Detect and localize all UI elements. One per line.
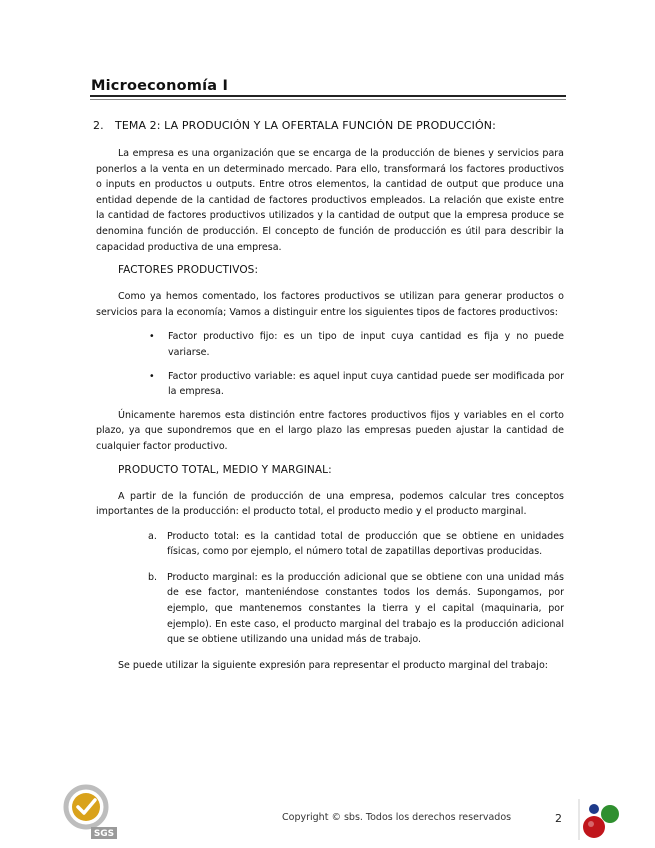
- subheading-producto: PRODUCTO TOTAL, MEDIO Y MARGINAL:: [118, 463, 332, 476]
- section-title: TEMA 2: LA PRODUCIÓN Y LA OFERTALA FUNCIÓN DE PRODUCCIÓN:: [115, 119, 496, 132]
- list-marker: b.: [148, 571, 158, 583]
- paragraph-factores-intro: Como ya hemos comentado, los factores productivos se utilizan para generar productos o servicios para la economía; Vamos a distinguir entre los siguientes tipos de factores productivos:: [96, 291, 564, 318]
- header-divider: [90, 95, 566, 97]
- list-item-text: Factor productivo variable: es aquel input cuya cantidad puede ser modificada por la empresa.: [168, 370, 564, 398]
- list-item: [149, 329, 564, 360]
- page-body: [93, 119, 564, 682]
- list-item-text: Producto marginal: es la producción adicional que se obtiene con una unidad más de ese factor, manteniéndose constantes todos los demás. Supongamos, por ejemplo, que mantenemos constantes la tierra y el capital (maquinaria, por ejemplo). En este caso, el producto marginal del trabajo es la producción adicional que se obtiene utilizando una unidad más de trabajo.: [167, 571, 564, 646]
- paragraph-intro: La empresa es una organización que se encarga de la producción de bienes y servicios para ponerlos a la venta en un determinado mercado. Para ello, transformará los factores productivos o inputs en productos u outputs. Entre otros elementos, la cantidad de output que produce una entidad depende de la cantidad de factores productivos empleados. La relación que existe entre la cantidad de factores productivos utilizados y la cantidad de output que la empresa produce se denomina función de producción. El concepto de función de producción es útil para describir la capacidad productiva de una empresa.: [96, 148, 564, 253]
- brand-dots-logo: [577, 797, 627, 842]
- section-number: 2.: [93, 119, 104, 132]
- list-item-text: Producto total: es la cantidad total de producción que se obtiene en unidades físicas, como por ejemplo, el número total de zapatillas deportivas producidas.: [167, 530, 564, 558]
- footer-copyright: Copyright © sbs. Todos los derechos reservados: [282, 812, 512, 823]
- bullet-icon: •: [149, 331, 155, 343]
- paragraph-closing: Se puede utilizar la siguiente expresión para representar el producto marginal del trabajo:: [118, 659, 548, 671]
- page-number: 2: [555, 812, 562, 825]
- header-divider-secondary: [90, 99, 566, 100]
- paragraph-factores-outro: Únicamente haremos esta distinción entre factores productivos fijos y variables en el corto plazo, ya que supondremos que en el largo plazo las empresas pueden ajustar la cantidad de cualquier factor productivo.: [96, 409, 564, 452]
- list-item: [148, 529, 564, 560]
- producto-list: [96, 529, 564, 648]
- list-item-text: Factor productivo fijo: es un tipo de input cuya cantidad es fija y no puede variarse.: [168, 331, 564, 358]
- bullet-icon: •: [149, 370, 155, 382]
- sgs-certification-logo: [61, 783, 119, 841]
- list-item: [149, 369, 564, 400]
- paragraph-producto-intro: A partir de la función de producción de una empresa, podemos calcular tres conceptos importantes de la producción: el producto total, el producto medio y el producto marginal.: [96, 490, 564, 518]
- subheading-factores: FACTORES PRODUCTIVOS:: [118, 264, 259, 277]
- factor-list: [96, 329, 564, 399]
- svg-text:SGS: SGS: [93, 829, 115, 839]
- list-marker: a.: [148, 530, 157, 542]
- list-item: [148, 570, 564, 648]
- header-title: Microeconomía I: [91, 78, 229, 94]
- section-heading: [93, 119, 564, 132]
